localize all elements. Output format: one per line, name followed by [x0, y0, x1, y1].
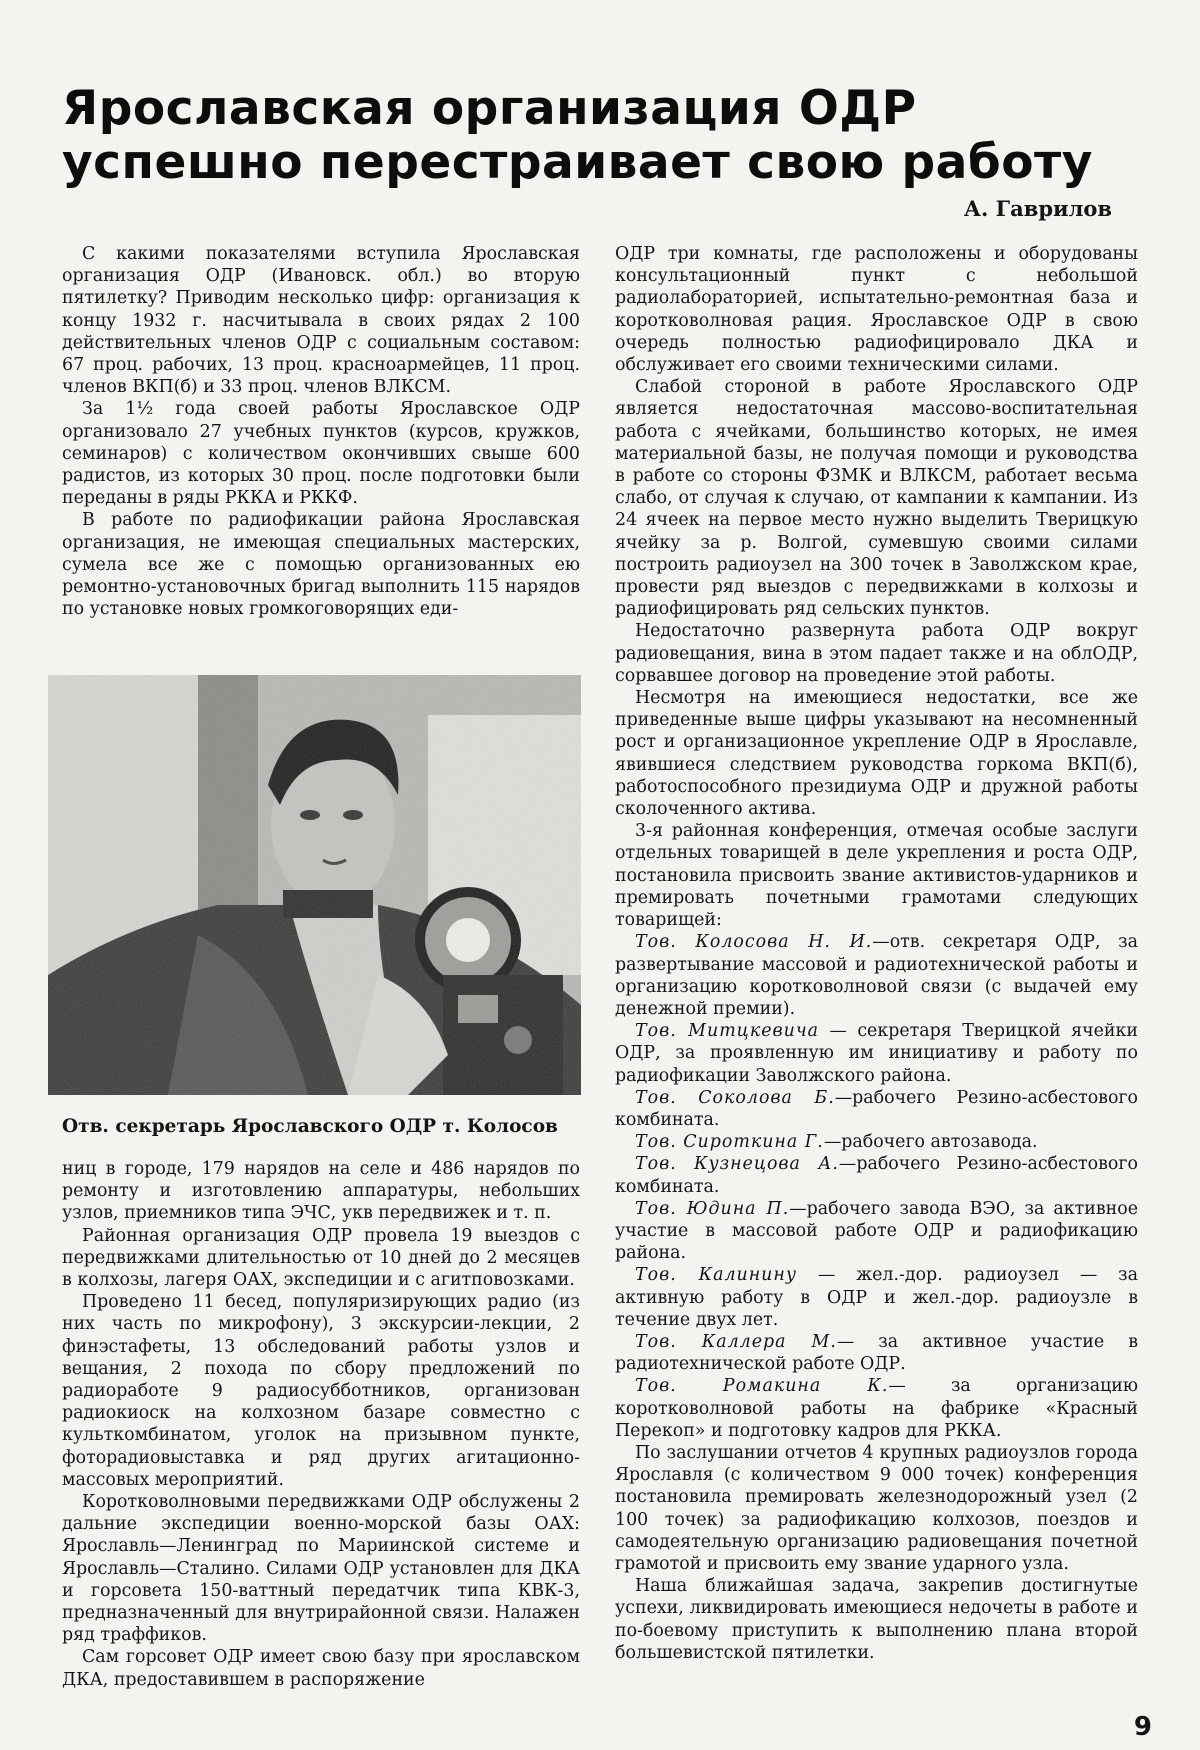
paragraph: Слабой стороной в работе Ярославского ОДР является недостаточная массово-воспитательная работа с ячейками, большинство которых, не имея материальной базы, не получая помощи и руководства в работе со стороны ФЗМК и ВЛКСМ, работает весьма слабо, от случая к случаю, от кампании к кампании. Из 24 ячеек на первое место нужно выделить Тверицкую ячейку за р. Волгой, сумевшую своими силами построить радиоузел на 300 точек в Заволжском крае, провести ряд выездов с передвижками в колхозы и радиофицировать ряд сельских пунктов. — [615, 377, 1138, 620]
paragraph: ОДР три комнаты, где расположены и оборудованы консультационный пункт с небольшой радиолабораторией, испытательно-ремонтная база и коротковолновая рация. Ярославское ОДР в свою очередь полностью радиофицировало ДКА и обслуживает его своими техническими силами. — [615, 244, 1138, 376]
honoree-text: — за активное участие в радиотехнической работе ОДР. — [615, 1331, 1138, 1375]
paragraph: Недостаточно развернута работа ОДР вокруг радиовещания, вина в этом падает также и на облОДР, сорвавшее договор на проведение этой работы. — [615, 621, 1138, 686]
honoree-entry — [615, 1153, 1138, 1197]
photo-caption: Отв. секретарь Ярославского ОДР т. Колосов — [62, 1116, 558, 1137]
honoree-name: Тов. Колосова Н. И. — [635, 932, 873, 953]
honoree-text: —рабочего Резино-асбестового комбината. — [615, 1087, 1139, 1130]
honoree-entry — [615, 1020, 1138, 1087]
honoree-entry — [615, 1331, 1138, 1375]
title-line-2: успешно перестраивает свою работу — [62, 135, 1093, 190]
honoree-name: Тов. Митцкевича — [635, 1021, 819, 1042]
right-column — [615, 243, 1138, 1664]
honoree-entry — [615, 1264, 1138, 1331]
honoree-entry — [615, 1087, 1138, 1131]
honoree-text: — секретаря Тверицкой ячейки ОДР, за проявленную им инициативу и работу по радиофикации Заволжского района. — [615, 1021, 1138, 1086]
left-column-bottom — [62, 1158, 580, 1691]
honoree-text: —рабочего завода ВЭО, за активное участие в массовой работе ОДР и радиофикацию района. — [615, 1198, 1138, 1264]
paragraph: Наша ближайшая задача, закрепив достигнутые успехи, ликвидировать имеющиеся недочеты в работе и по-боевому приступить к выполнению плана второй большевистской пятилетки. — [615, 1576, 1138, 1663]
honoree-name: Тов. Соколова Б. — [635, 1087, 835, 1108]
paragraph: 3-я районная конференция, отмечая особые заслуги отдельных товарищей в деле укрепления и роста ОДР, постановила присвоить звание активистов-ударников и премировать почетными грамотами следующих товарищей: — [615, 821, 1138, 931]
paragraph: За 1½ года своей работы Ярославское ОДР организовало 27 учебных пунктов (курсов, кружков, семинаров) с количеством окончивших свыше 600 радистов, из которых 30 проц. после подготовки были переданы в ряды РККА и РККФ. — [62, 399, 580, 509]
honoree-entry — [615, 1198, 1138, 1265]
honoree-name: Тов. Кузнецова А. — [635, 1154, 839, 1175]
portrait-illustration — [48, 675, 581, 1095]
paragraph: Районная организация ОДР провела 19 выездов с передвижками длительностью от 10 дней до 2 месяцев в колхозы, лагеря ОАХ, экспедиции и с агитповозками. — [62, 1225, 580, 1291]
honoree-text: — за организацию коротковолновой работы на фабрике «Красный Перекоп» и подготовку кадров для РККА. — [615, 1376, 1138, 1441]
honoree-entry — [615, 1375, 1138, 1442]
honoree-entry — [615, 1131, 1138, 1153]
honoree-text: —отв. секретаря ОДР, за развертывание массовой и радиотехнической работы и организацию коротковолновой связи (с выдачей ему денежной премии). — [615, 932, 1138, 1019]
page-number: 9 — [1133, 1712, 1152, 1742]
paragraph: Проведено 11 бесед, популяризирующих радио (из них часть по микрофону), 3 экскурсии-лекции, 2 финэстафеты, 13 обследований работы узлов и вещания, 2 похода по сбору предложений по радиоработе 9 радиосубботников, организован радиокиоск на колхозном базаре совместно с культкомбинатом, уголок на призывном пункте, фоторадиовыставка и ряд других агитационно-массовых мероприятий. — [62, 1292, 580, 1490]
portrait-photo — [48, 675, 581, 1095]
honoree-name: Тов. Калинину — [635, 1265, 797, 1286]
left-column-top — [62, 243, 580, 620]
paragraph: ниц в городе, 179 нарядов на селе и 486 нарядов по ремонту и изготовлению аппаратуры, небольших узлов, приемников типа ЭЧС, укв передвижек и т. п. — [62, 1159, 580, 1224]
paragraph: По заслушании отчетов 4 крупных радиоузлов города Ярославля (с количеством 9 000 точек) конференция постановила премировать железнодорожный узел (2 100 точек) за радиофикацию колхозов, поездов и самодеятельную организацию радиовещания почетной грамотой и присвоить ему звание ударного узла. — [615, 1442, 1138, 1574]
title-line-1: Ярославская организация ОДР — [62, 81, 917, 136]
paragraph: Коротковолновыми передвижками ОДР обслужены 2 дальние экспедиции военно-морской базы ОАХ: Ярославль—Ленинград по Мариинской системе и Ярославль—Сталино. Силами ОДР установлен для ДКА и горсовета 150-ваттный передатчик типа КВК-3, предназначенный для внутрирайонной связи. Налажен ряд траффиков. — [62, 1492, 580, 1646]
honoree-name: Тов. Ромакина К. — [635, 1376, 889, 1397]
honoree-text: —рабочего автозавода. — [823, 1132, 1038, 1153]
author-byline: А. Гаврилов — [963, 196, 1112, 221]
paragraph: С какими показателями вступила Ярославская организация ОДР (Ивановск. обл.) во вторую пятилетку? Приводим несколько цифр: организация к концу 1932 г. насчитывала в своих рядах 2 100 действительных членов ОДР с социальным составом: 67 проц. рабочих, 13 проц. красноармейцев, 11 проц. членов ВКП(б) и 33 проц. членов ВЛКСМ. — [62, 244, 580, 398]
paragraph: Сам горсовет ОДР имеет свою базу при ярославском ДКА, предоставившем в распоряжение — [62, 1647, 580, 1690]
paragraph: Несмотря на имеющиеся недостатки, все же приведенные выше цифры указывают на несомненный рост и организационное укрепление ОДР в Ярославле, явившиеся следствием руководства горкома ВКП(б), работоспособного президиума ОДР и дружной работы сколоченного актива. — [615, 688, 1138, 820]
honoree-name: Тов. Сироткина Г. — [635, 1132, 824, 1153]
honoree-entry — [615, 931, 1138, 1020]
paragraph: В работе по радиофикации района Ярославская организация, не имеющая специальных мастерских, сумела все же с помощью организованных ею ремонтно-установочных бригад выполнить 115 нарядов по установке новых громкоговорящих еди- — [62, 510, 580, 620]
honoree-text: —рабочего Резино-асбестового комбината. — [615, 1154, 1138, 1197]
honoree-text: — жел.-дор. радиоузел — за активную работу в ОДР и жел.-дор. радиоузле в течение двух лет. — [615, 1265, 1139, 1330]
honoree-name: Тов. Юдина П. — [635, 1198, 790, 1219]
article-title — [62, 82, 1122, 190]
honoree-name: Тов. Каллера М. — [635, 1331, 837, 1352]
